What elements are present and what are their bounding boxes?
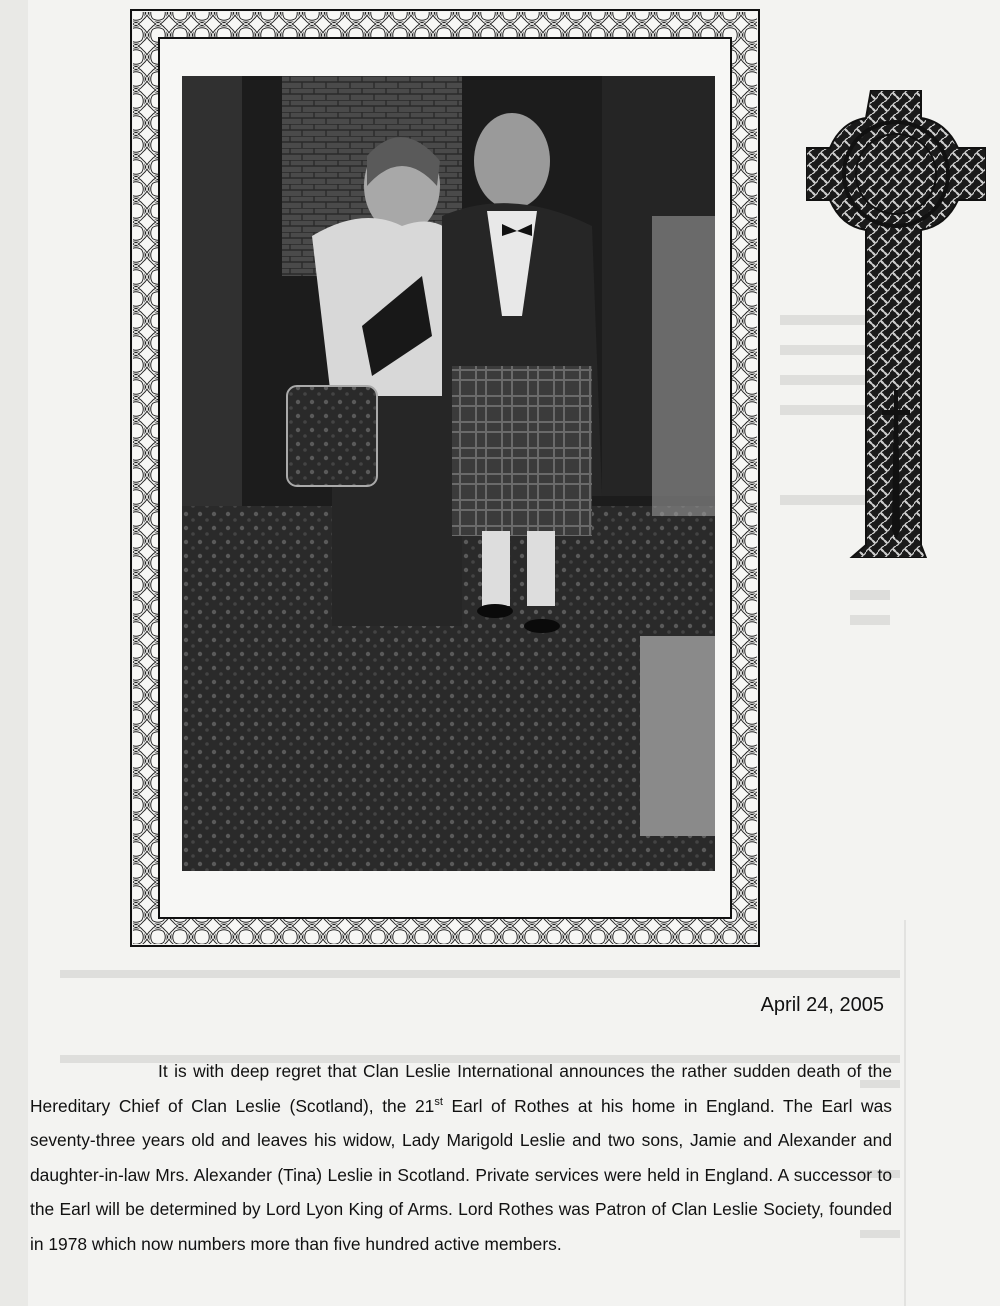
photo-scene	[182, 76, 715, 871]
photograph-couple	[182, 76, 715, 871]
announcement-text-part1: It is with deep regret that Clan Leslie International announces the rather sudden death of the Hereditary Chief of Clan Leslie (Scotland), the 21	[30, 1061, 892, 1116]
announcement-date: April 24, 2005	[760, 994, 884, 1016]
announcement-paragraph	[30, 1054, 892, 1262]
announcement-text-part2: Earl of Rothes at his home in England. The Earl was seventy-three years old and leaves his widow, Lady Marigold Leslie and two sons, Jamie and Alexander and daughter-in-law Mrs. Alexander (Tina) Leslie in Scotland. Private services were held in England. A successor to the Earl will be determined by Lord Lyon King of Arms. Lord Rothes was Patron of Clan Leslie Society, founded in 1978 which now numbers more than five hundred active members.	[30, 1095, 892, 1254]
ordinal-suffix: st	[434, 1095, 443, 1108]
celtic-cross-icon	[806, 90, 986, 558]
